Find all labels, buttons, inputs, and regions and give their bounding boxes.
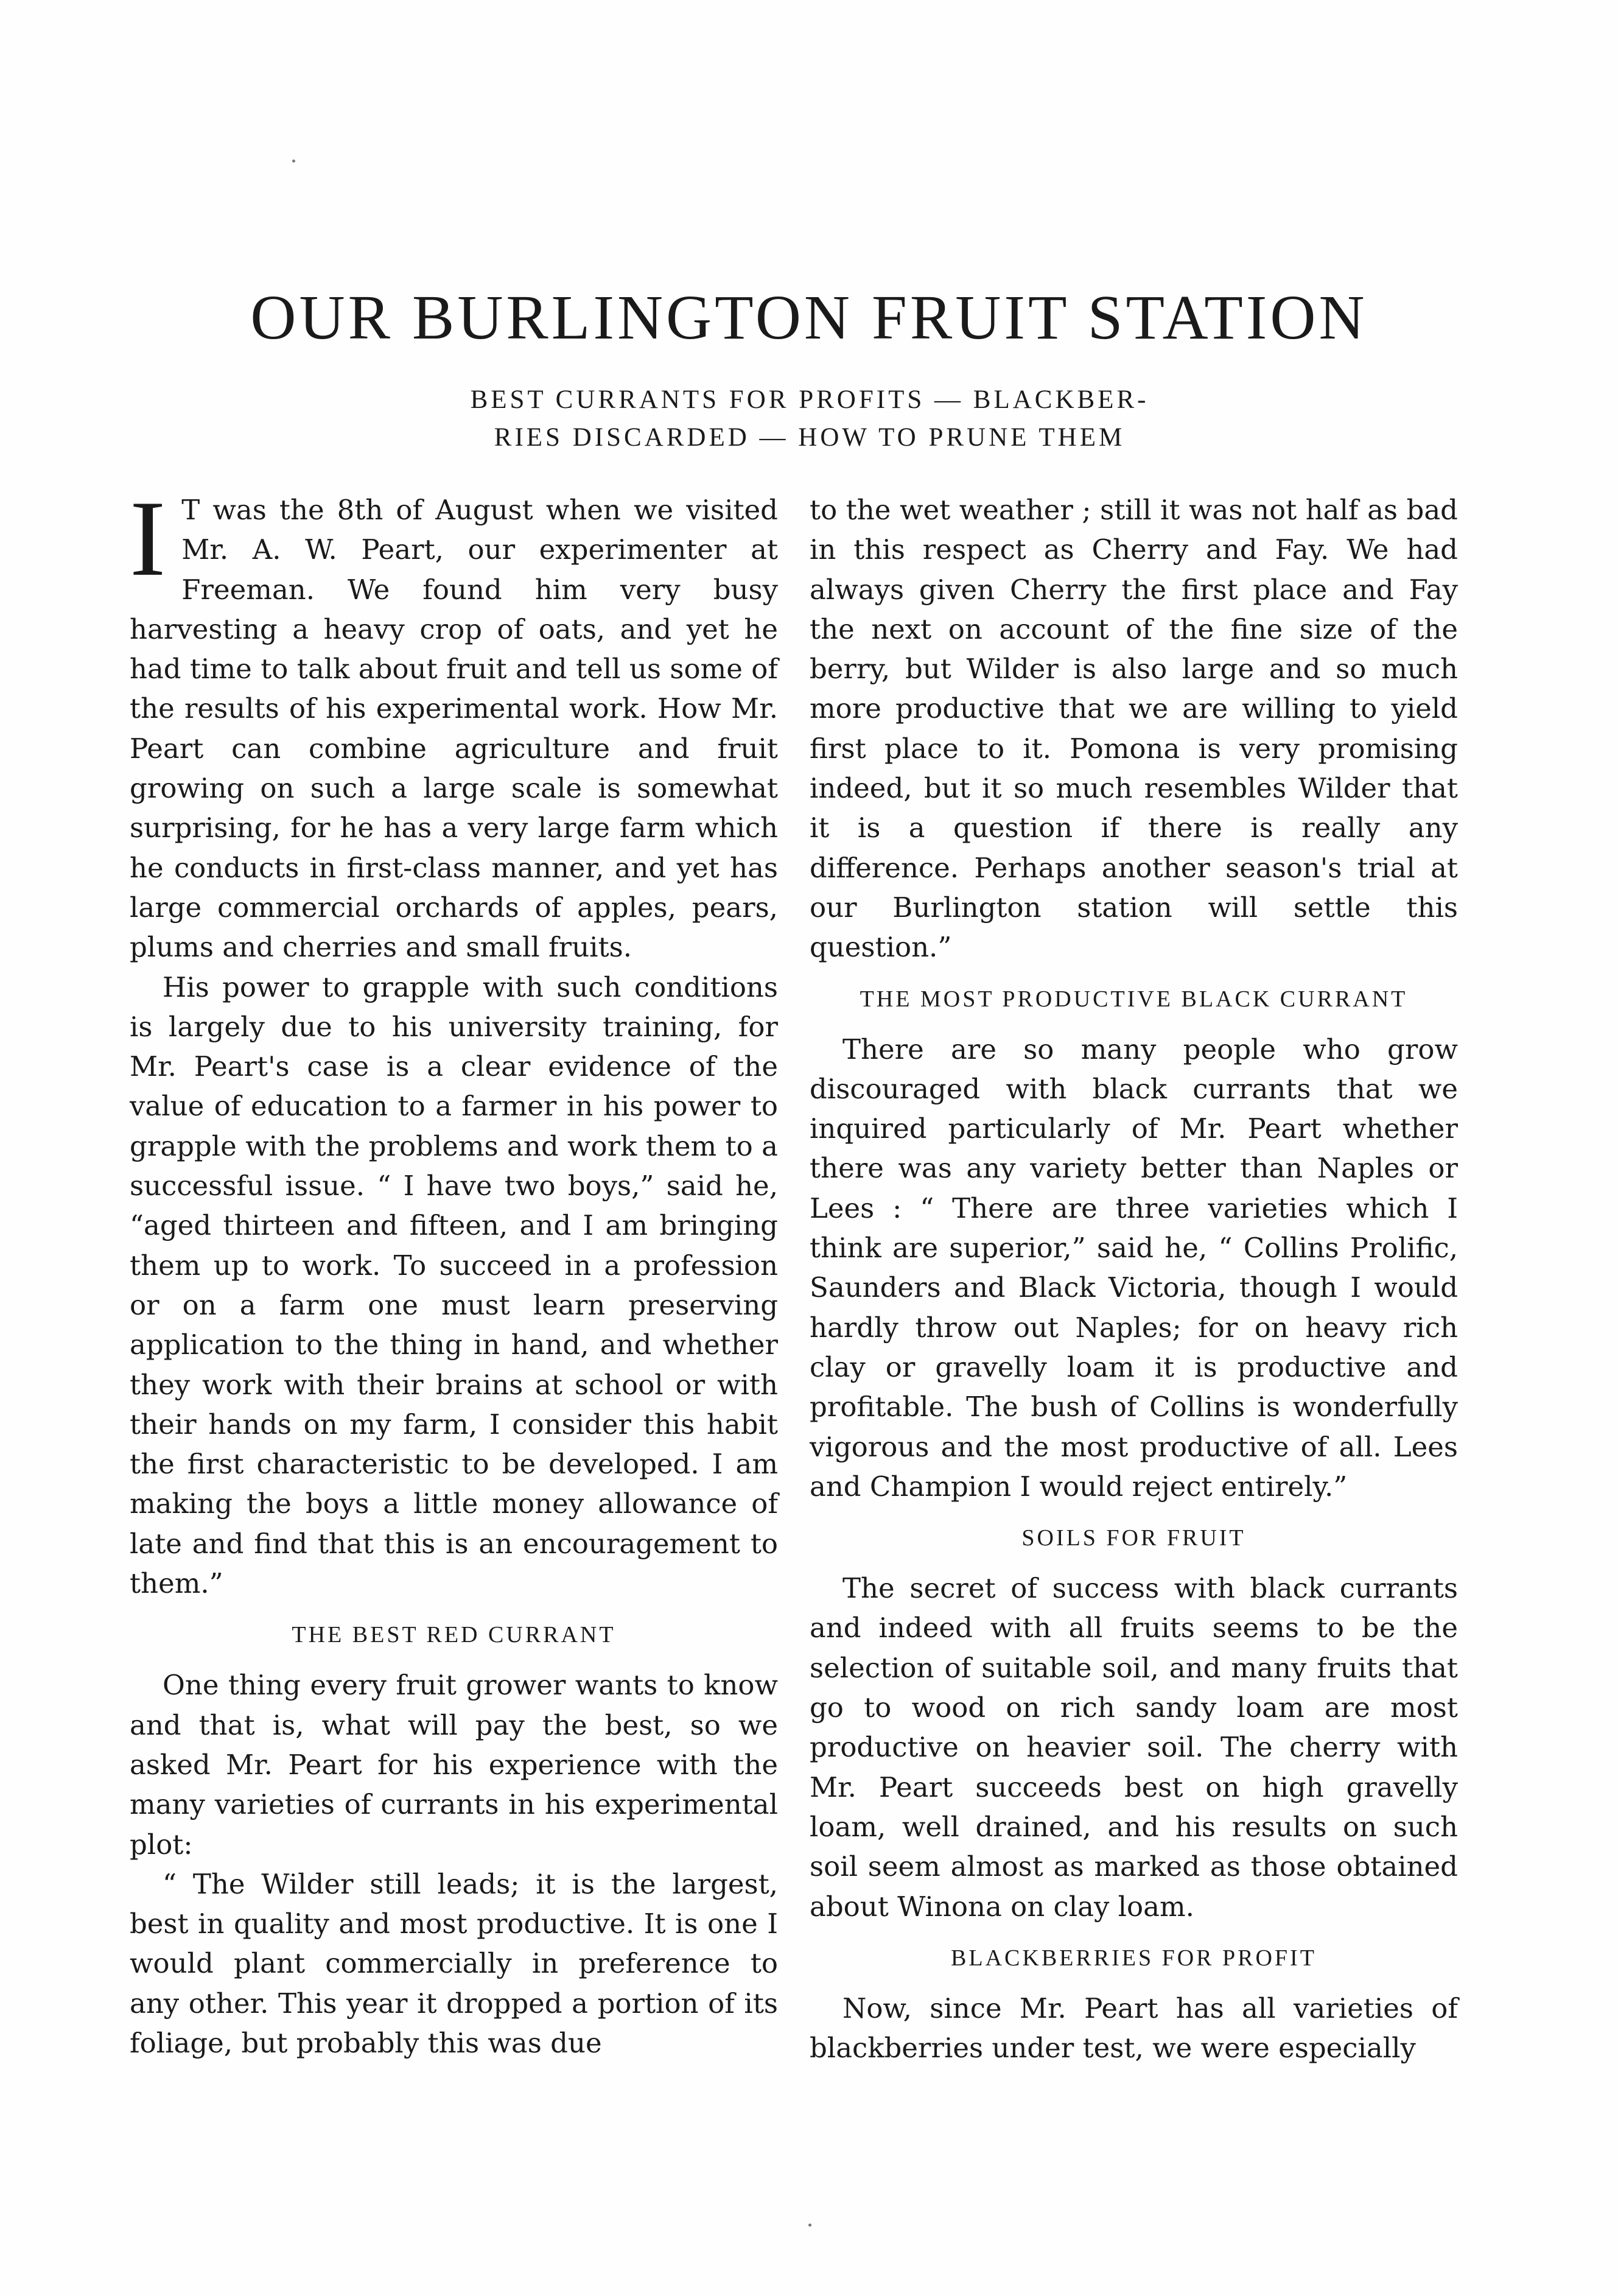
section-heading: BLACKBERRIES FOR PROFIT [951, 1945, 1317, 1971]
paragraph [130, 478, 778, 967]
paragraph: The secret of success with black currants and indeed with all fruits seems to be the selection of suitable soil, and many fruits that go to wood on rich sandy loam are most productive on heavier soil. The cherry with Mr. Peart succeeds best on high gravelly loam, well drained, and his results on such soil seem almost as marked as those obtained about Winona on clay loam. [810, 1572, 1458, 1923]
subtitle-line-2: RIES DISCARDED — HOW TO PRUNE THEM [494, 423, 1126, 452]
section-heading: SOILS FOR FRUIT [1021, 1525, 1246, 1551]
paragraph: Now, since Mr. Peart has all varieties of blackberries under test, we were especially [810, 1992, 1458, 2065]
drop-cap: I [130, 478, 166, 599]
paragraph: “ The Wilder still leads; it is the largest, best in quality and most productive. It is one I would plant commercially in preference to any other. This year it dropped a portion of its foliage, but probably this was due [130, 1867, 778, 2059]
print-speck [808, 2224, 811, 2227]
subtitle-line-1: BEST CURRANTS FOR PROFITS — BLACKBER- [470, 385, 1149, 414]
article-subtitle [341, 381, 1278, 457]
section-heading: THE MOST PRODUCTIVE BLACK CURRANT [860, 986, 1408, 1012]
paragraph: There are so many people who grow discouraged with black currants that we inquired particularly of Mr. Peart whether there was any variety better than Naples or Lees : “ There are three varieties which I think are superior,” said he, “ Collins Prolific, Saunders and Black Victoria, though I would hardly throw out Naples; for on heavy rich clay or gravelly loam it is productive and profitable. The bush of Collins is wonderfully vigorous and the most productive of all. Lees and Champion I would reject entirely.” [810, 1033, 1458, 1503]
left-column [130, 478, 778, 2063]
right-column [810, 490, 1458, 2068]
article-title: OUR BURLINGTON FRUIT STATION [250, 283, 1368, 353]
paragraph-text: T was the 8th of August when we visited Mr. A. W. Peart, our experimenter at Freeman. We found him very busy harvesting a heavy crop of oats, and yet he had time to talk about fruit and tell us some of the results of his experimental work. How Mr. Peart can combine agriculture and fruit growing on such a large scale is somewhat surprising, for he has a very large farm which he conducts in first-class manner, and yet has large commercial orchards of apples, pears, plums and cherries and small fruits. [130, 494, 778, 964]
print-speck [292, 160, 295, 163]
paragraph: One thing every fruit grower wants to know and that is, what will pay the best, so we asked Mr. Peart for his experience with the many varieties of currants in his experimental plot: [130, 1669, 778, 1861]
paragraph: His power to grapple with such conditions is largely due to his university training, for Mr. Peart's case is a clear evidence of the value of education to a farmer in his power to grapple with the problems and work them to a successful issue. “ I have two boys,” said he, “aged thirteen and fifteen, and I am bringing them up to work. To succeed in a profession or on a farm one must learn preserving application to the thing in hand, and whether they work with their brains at school or with their hands on my farm, I consider this habit the first characteristic to be developed. I am making the boys a little money allowance of late and find that this is an encouragement to them.” [130, 971, 778, 1600]
section-heading: THE BEST RED CURRANT [292, 1622, 616, 1648]
paragraph: to the wet weather ; still it was not half as bad in this respect as Cherry and Fay. We had always given Cherry the first place and Fay the next on account of the fine size of the berry, but Wilder is also large and so much more productive that we are willing to yield first place to it. Pomona is very promising indeed, but it so much resembles Wilder that it is a question if there is really any difference. Perhaps another season's trial at our Burlington station will settle this question.” [810, 494, 1458, 964]
